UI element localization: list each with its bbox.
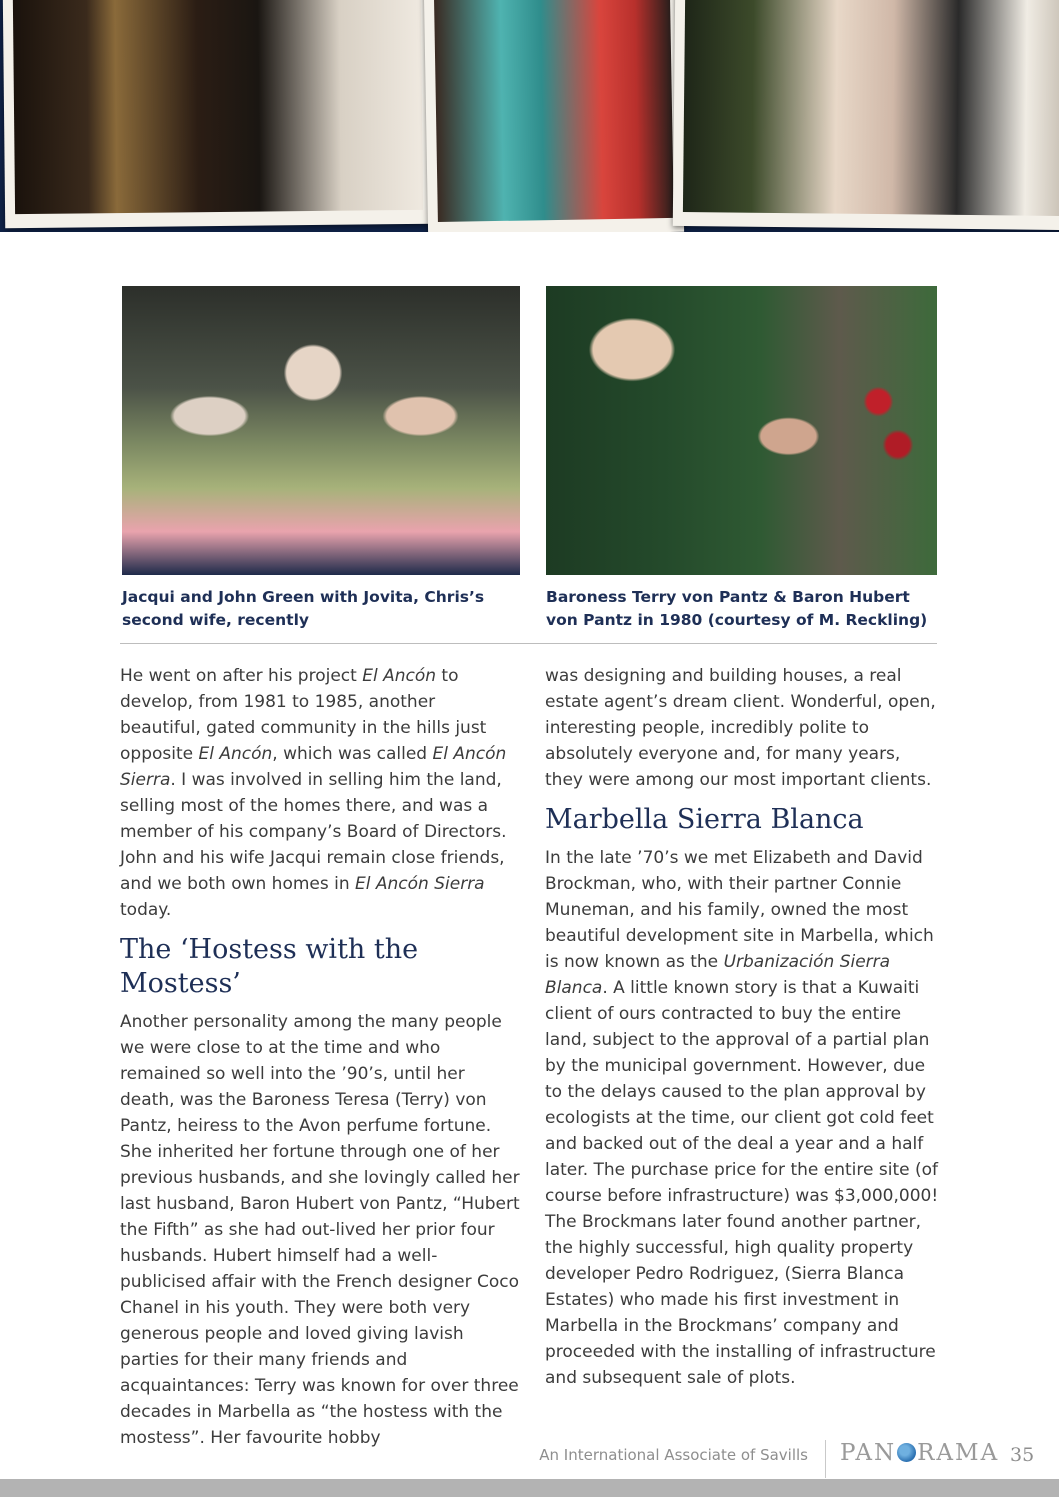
photo-group-2 bbox=[424, 0, 684, 232]
italic-text: El Ancón Sierra bbox=[120, 744, 507, 790]
brand-logo bbox=[840, 1440, 999, 1466]
paragraph bbox=[120, 663, 520, 923]
brand-text: RAMA bbox=[917, 1440, 1000, 1466]
page-number: 35 bbox=[1010, 1444, 1035, 1466]
text: In the late ’70’s we met Elizabeth and David Brockman, who, with their partner Connie Muneman, and his family, owned the most beautiful development site in Marbella, which is now known as the bbox=[545, 848, 934, 972]
paragraph bbox=[545, 845, 940, 1391]
right-column bbox=[545, 663, 940, 1391]
bottom-bar bbox=[0, 1479, 1059, 1497]
photo-people-2 bbox=[434, 0, 674, 222]
caption-right: Baroness Terry von Pantz & Baron Hubert von Pantz in 1980 (courtesy of M. Reckling) bbox=[546, 588, 928, 629]
globe-icon bbox=[897, 1443, 916, 1462]
photo-von-pantz bbox=[546, 286, 937, 575]
left-column bbox=[120, 663, 520, 1451]
text: to develop, from 1981 to 1985, another beautiful, gated community in the hills just opposite bbox=[120, 666, 487, 764]
text: . A little known story is that a Kuwaiti client of ours contracted to buy the entire land, subject to the approval of a partial plan by the municipal government. However, due to the delays caused to the plan approval by ecologists at the time, our client got cold feet and backed out of the deal a year and a half later. The purchase price for the entire site (of course before infrastructure) was $3,000,000! The Brockmans later found another partner, the highly successful, high quality property developer Pedro Rodriguez, (Sierra Blanca Estates) who made his first investment in Marbella in the Brockmans’ company and proceeded with the installing of infrastructure and subsequent sale of plots. bbox=[545, 978, 939, 1388]
italic-text: El Ancón bbox=[198, 744, 273, 764]
photo-green-family bbox=[122, 286, 520, 575]
italic-text: El Ancón Sierra bbox=[355, 874, 485, 894]
brand-text: PAN bbox=[840, 1440, 897, 1466]
footer-divider bbox=[825, 1440, 826, 1478]
photo-group-3 bbox=[673, 0, 1059, 230]
top-photo-strip bbox=[0, 0, 1059, 232]
text: He went on after his project bbox=[120, 666, 363, 686]
caption-left: Jacqui and John Green with Jovita, Chris’s second wife, recently bbox=[122, 588, 485, 629]
divider bbox=[120, 643, 937, 644]
photo-group-1 bbox=[3, 0, 433, 228]
text: . I was involved in selling him the land, selling most of the homes there, and was a member of his company’s Board of Directors. John and his wife Jacqui remain close friends, and we both own homes in bbox=[120, 770, 507, 894]
photo-people-3 bbox=[683, 0, 1059, 216]
paragraph: Another personality among the many people we were close to at the time and who remained so well into the ’90’s, until her death, was the Baroness Teresa (Terry) von Pantz, heiress to the Avon perfume fortune. She inherited her fortune through one of her previous husbands, and she lovingly called her last husband, Baron Hubert von Pantz, “Hubert the Fifth” as she had out-lived her prior four husbands. Hubert himself had a well-publicised affair with the French designer Coco Chanel in his youth. They were both very generous people and loved giving lavish parties for their many friends and acquaintances: Terry was known for over three decades in Marbella as “the hostess with the mostess”. Her favourite hobby bbox=[120, 1012, 520, 1448]
italic-text: El Ancón bbox=[362, 666, 437, 686]
footer-associate: An International Associate of Savills bbox=[539, 1446, 808, 1464]
section-heading-sierra-blanca: Marbella Sierra Blanca bbox=[545, 804, 864, 835]
text: , which was called bbox=[272, 744, 433, 764]
paragraph: was designing and building houses, a real estate agent’s dream client. Wonderful, open, interesting people, incredibly polite to absolutely everyone and, for many years, they were among our most important clients. bbox=[545, 666, 936, 790]
photo-people-1 bbox=[13, 0, 423, 214]
text: today. bbox=[120, 900, 172, 920]
section-heading-hostess: The ‘Hostess with the Mostess’ bbox=[120, 934, 419, 999]
italic-text: Urbanización Sierra Blanca bbox=[545, 952, 891, 998]
